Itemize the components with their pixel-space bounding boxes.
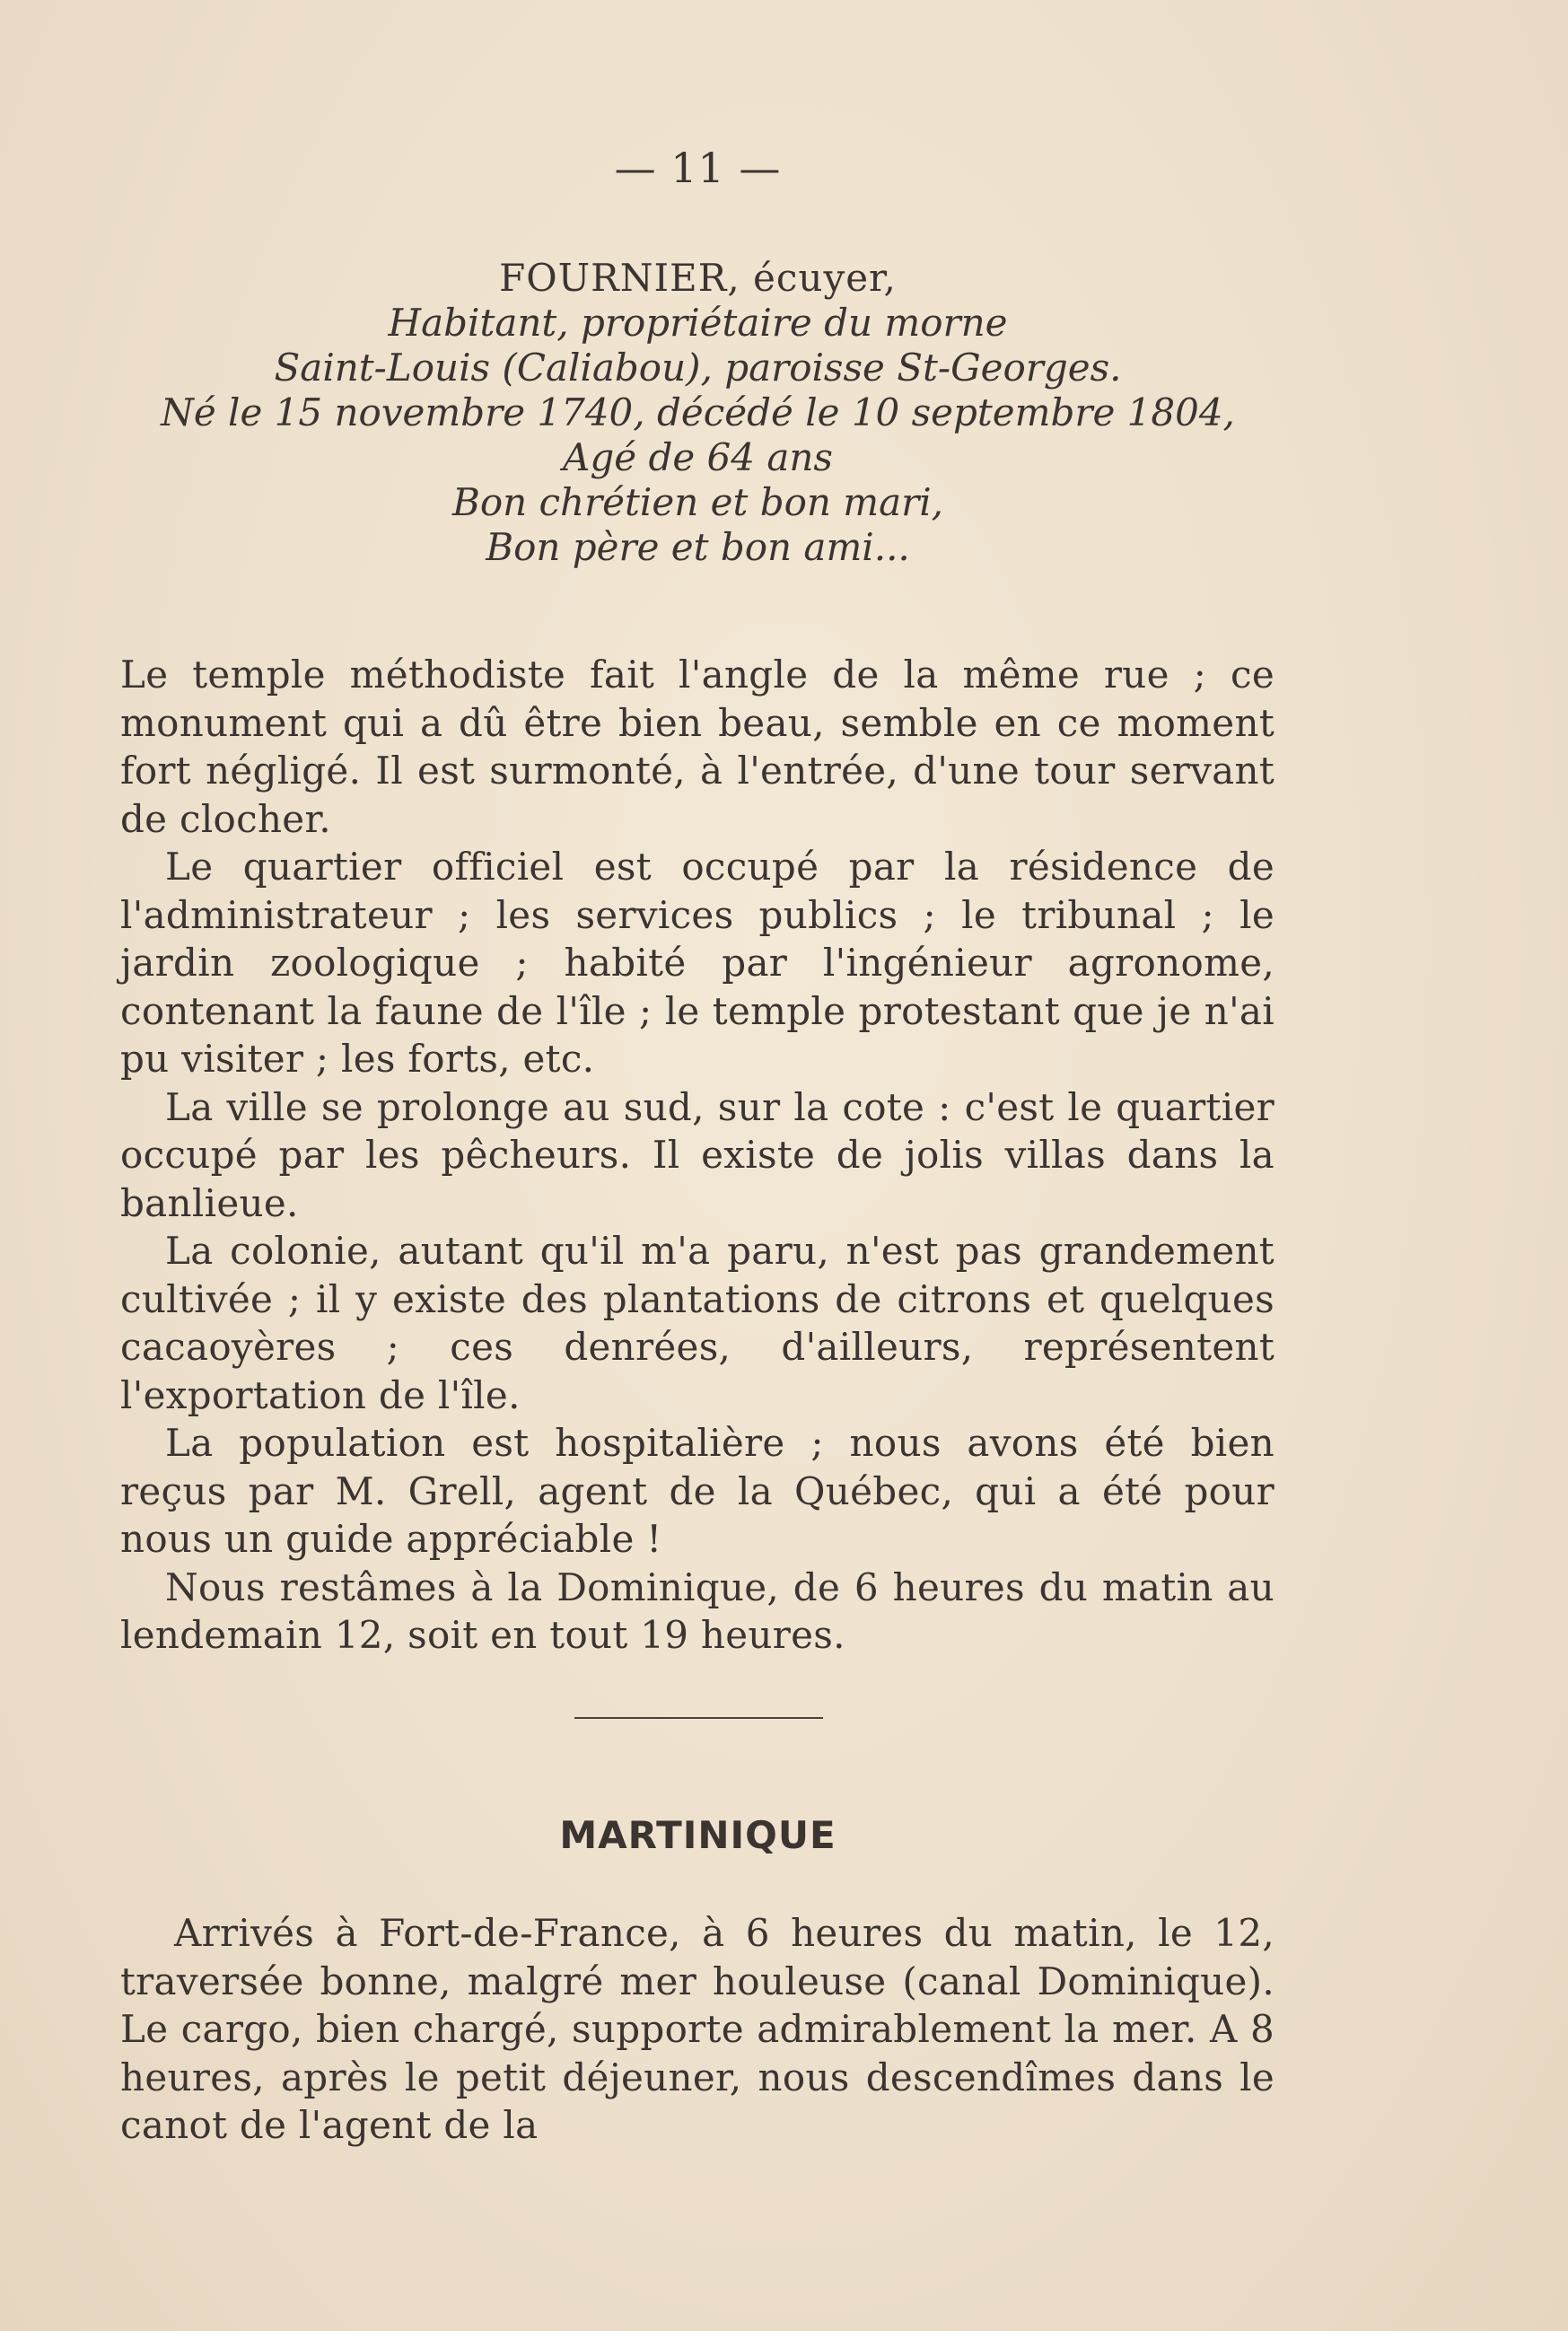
epitaph-line: Né le 15 novembre 1740, décédé le 10 septembre 1804,: [161, 390, 1235, 434]
epitaph-name: FOURNIER, écuyer,: [499, 256, 897, 300]
epitaph-line: Bon père et bon ami...: [486, 525, 910, 569]
paragraph: Nous restâmes à la Dominique, de 6 heures du matin au lendemain 12, soit en tout 19 heures.: [120, 1564, 1275, 1657]
page-number: — 11 —: [614, 144, 782, 192]
epitaph-line: Agé de 64 ans: [563, 435, 833, 479]
body-text: [120, 651, 1275, 1660]
section-title: MARTINIQUE: [559, 1813, 837, 1857]
paragraph: Arrivés à Fort-de-France, à 6 heures du matin, le 12, traversée bonne, malgré mer houleuse (canal Dominique). Le cargo, bien chargé, supporte admirablement la mer. A 8 heures, après le petit déjeuner, nous descendîmes dans le canot de l'agent de la: [120, 1911, 1275, 2147]
section-divider: [574, 1717, 823, 1719]
paragraph: Le quartier officiel est occupé par la résidence de l'administrateur ; les services publics ; le tribunal ; le jardin zoologique ; habité par l'ingénieur agronome, contenant la faune de l'île ; le temple protestant que je n'ai pu visiter ; les forts, etc.: [120, 845, 1275, 1081]
paragraph: La ville se prolonge au sud, sur la cote : c'est le quartier occupé par les pêcheurs. Il existe de jolis villas dans la banlieue.: [120, 1084, 1275, 1225]
paragraph: La population est hospitalière ; nous avons été bien reçus par M. Grell, agent de la Québec, qui a été pour nous un guide appréciable !: [120, 1421, 1275, 1561]
epitaph-line: Habitant, propriétaire du morne: [388, 301, 1008, 345]
section-text: [120, 1909, 1275, 2150]
paragraph: Le temple méthodiste fait l'angle de la même rue ; ce monument qui a dû être bien beau, semble en ce moment fort négligé. Il est surmonté, à l'entrée, d'une tour servant de clocher.: [120, 653, 1275, 841]
epitaph-line: Bon chrétien et bon mari,: [451, 480, 943, 524]
epitaph-inscription: [108, 256, 1288, 570]
paragraph: La colonie, autant qu'il m'a paru, n'est pas grandement cultivée ; il y existe des plantations de citrons et quelques cacaoyères ; ces denrées, d'ailleurs, représentent l'exportation de l'île.: [120, 1229, 1275, 1417]
epitaph-line: Saint-Louis (Caliabou), paroisse St-Georges.: [274, 346, 1122, 390]
